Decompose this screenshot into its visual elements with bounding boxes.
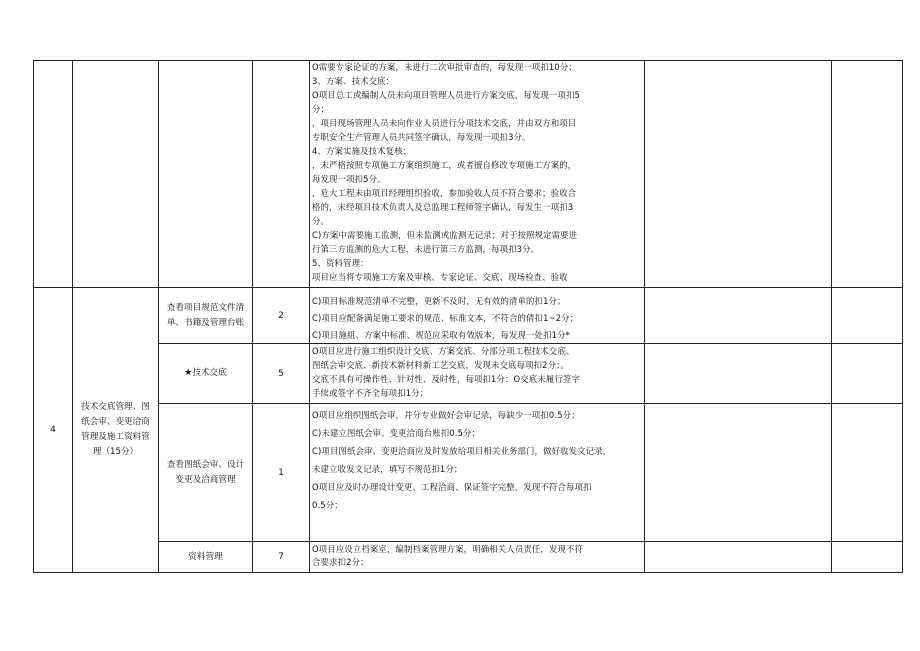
item-row <box>34 288 903 344</box>
evaluation-table <box>33 60 903 573</box>
item-name-line: 单、书籍及管理台账 <box>166 317 245 328</box>
star-icon: ★ <box>184 368 193 378</box>
criteria-cell <box>310 61 645 288</box>
criteria-line: 合要求扣2分； <box>312 557 369 567</box>
item-name-line: 资料管理 <box>188 551 223 562</box>
continuation-row <box>34 61 903 288</box>
item-name <box>159 288 253 344</box>
item-name <box>159 404 253 542</box>
item-name <box>159 344 253 404</box>
cell-empty <box>253 61 310 288</box>
criteria-line: O项目应及时办理设计变更、工程洽商、保证签字完整，发现不符合每项扣 <box>312 482 592 492</box>
criteria-line: C)未建立图纸会审、变更洽商台账扣0.5分； <box>312 428 481 438</box>
criteria-line: 项目应当将专项施工方案及审核、专家论证、交底、现场检查、验收 <box>312 272 568 282</box>
category-line: 纸会审、变更洽商 <box>81 417 150 427</box>
criteria-line: C)方案中需要施工监测，但未监测或监测无记录；对于按照规定需要进 <box>312 230 578 240</box>
criteria-line: 专职安全生产管理人员共同签字确认，每发现一项扣3分。 <box>312 132 531 142</box>
item-score: 2 <box>253 288 310 344</box>
item-name-line: 变更及洽商管理 <box>175 474 236 485</box>
criteria-line: 图纸会审交底、新技术新材料新工艺交底，发现未交底每项扣2分；。 <box>312 360 570 370</box>
criteria-line: 5、资料管理： <box>312 258 369 268</box>
criteria-line: 手续或签字不齐全每项扣1分； <box>312 388 429 398</box>
criteria-line: 行第三方监测的危大工程，未进行第三方监测，每项扣3分。 <box>312 244 540 254</box>
cell-empty <box>159 61 253 288</box>
category-line: 技术交底管理、图 <box>81 402 150 412</box>
item-score: 5 <box>253 344 310 404</box>
criteria-line: 分。 <box>312 216 330 226</box>
criteria-cell <box>310 404 645 542</box>
item-name-line: 查看项目规范文件清 <box>166 302 245 313</box>
criteria-line: C)项目图纸会审、变更洽商应及时发放给项目相关业务部门，做好收发文记录， <box>312 446 612 456</box>
criteria-line: 交底不具有可操作性、针对性、及时性，每项扣1分：O交底未履行签字 <box>312 374 580 384</box>
cell-empty <box>832 404 903 542</box>
criteria-line: C)项目标准规范清单不完整，更新不及时，无有效的清单的扣1分； <box>312 296 566 306</box>
section-category <box>73 288 159 573</box>
item-row <box>34 344 903 404</box>
criteria-line: O需要专家论证的方案，未进行二次审批审查的，每发现一项扣10分； <box>312 62 577 72</box>
criteria-line: C)项目施組、方案中标准、规范应采取有效版本，每发现一处扣1分* <box>312 330 570 340</box>
criteria-cell <box>310 344 645 404</box>
item-name <box>159 542 253 573</box>
item-score: 7 <box>253 542 310 573</box>
cell-empty <box>832 344 903 404</box>
criteria-line: O项目总工或编制人员未向项目管理人员进行方案交底，每发现一项扣5 <box>312 90 580 100</box>
cell-empty <box>645 344 832 404</box>
item-row <box>34 542 903 573</box>
criteria-line: ，未严格按照专项施工方案组织施工，或者擅自修改专项施工方案的， <box>312 160 577 170</box>
cell-empty <box>832 542 903 573</box>
cell-empty <box>645 61 832 288</box>
criteria-line: 0.5分； <box>312 500 343 510</box>
section-number: 4 <box>34 288 73 573</box>
item-name-line: 技术交底 <box>192 368 227 378</box>
criteria-line: O项目应设立档案室，编制档案管理方案，明确相关人员责任，发现不符 <box>312 544 584 554</box>
criteria-line: 4、方案实施及技术复核： <box>312 146 412 156</box>
criteria-line: O项目应组织图纸会审，并分专业做好会审记录，每缺少一项扣0.5分； <box>312 410 580 420</box>
criteria-line: 分； <box>312 104 330 114</box>
criteria-line: ，危大工程未由项目经理组织验收，参加验收人员不符合要求；验收合 <box>312 188 577 198</box>
cell-empty <box>645 404 832 542</box>
criteria-line: C)项目应配备满足施工要求的规范、标准文本，不符合的倩扣1~2分； <box>312 313 579 323</box>
cell-empty <box>645 288 832 344</box>
criteria-line: 未建立收发文记录，填写不规范扣1分； <box>312 464 463 474</box>
category-line: 管理及施工资料管 <box>81 432 150 442</box>
criteria-line: 格的，未经项目技术负责人及总监理工程师签字确认，每发生一项扣3 <box>312 202 574 212</box>
category-line: 理（15分） <box>92 447 139 457</box>
criteria-line: 3、方案、技术交底： <box>312 76 395 86</box>
criteria-line: ，项目现场管理人员未向作业人员进行分项技术交底，并由双方和项目 <box>312 118 577 128</box>
cell-empty <box>73 61 159 288</box>
criteria-cell <box>310 542 645 573</box>
item-score: 1 <box>253 404 310 542</box>
cell-empty <box>832 61 903 288</box>
cell-empty <box>832 288 903 344</box>
item-name-line: 查看图纸会审、设计 <box>166 459 245 470</box>
criteria-line: O项目应进行施工组织设计交底、方案交底、分部分项工程技术交底、 <box>312 346 575 356</box>
cell-empty <box>645 542 832 573</box>
item-row <box>34 404 903 542</box>
criteria-line: 每发现一项扣5分。 <box>312 174 386 184</box>
criteria-cell <box>310 288 645 344</box>
cell-empty <box>34 61 73 288</box>
